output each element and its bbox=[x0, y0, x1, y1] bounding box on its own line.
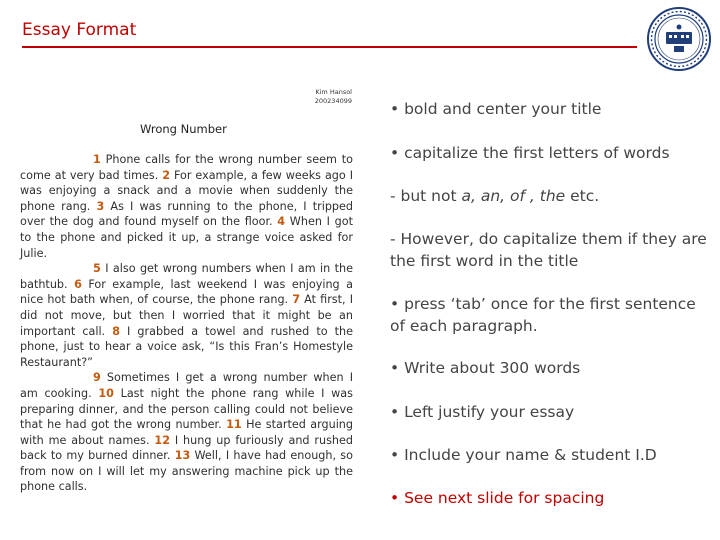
tip-tab-suffix: once for the first sentence of each paragraph. bbox=[390, 295, 696, 335]
sentence-text: I hung up furiously and rushed back to my burned dinner. bbox=[20, 433, 353, 463]
tip-tab-indent bbox=[390, 293, 715, 337]
sentence-number: 12 bbox=[154, 433, 170, 447]
sentence-text: As I was running to the phone, I tripped over the dog and found myself on the floor. bbox=[20, 199, 354, 229]
sentence-text: For example, a few weeks ago I was enjoying a snack and a movie when suddenly the phone rang. bbox=[20, 168, 354, 213]
sentence-number: 8 bbox=[112, 324, 120, 338]
sentence-number: 9 bbox=[93, 371, 101, 385]
sentence-text: At first, I did not move, but then I worried that it might be an important call. bbox=[20, 293, 353, 338]
sentence-number: 11 bbox=[226, 418, 242, 432]
essay-paragraph bbox=[20, 152, 353, 261]
university-seal-icon bbox=[646, 6, 712, 72]
sentence-number: 1 bbox=[93, 153, 101, 166]
tip-exceptions bbox=[390, 185, 715, 207]
title-divider bbox=[22, 46, 637, 48]
sentence-text: For example, last weekend I was enjoying a nice hot bath when, of course, the phone rang. bbox=[20, 277, 354, 307]
sentence-number: 6 bbox=[74, 277, 82, 291]
tip-word-count: • Write about 300 words bbox=[390, 359, 581, 377]
tip-tab-key: ‘tab’ bbox=[450, 295, 486, 313]
sentence-text: Phone calls for the wrong number seem to come at very bad times. bbox=[20, 153, 353, 182]
tip-bold-title: • bold and center your title bbox=[390, 100, 602, 118]
tip-tab-prefix: • press bbox=[390, 295, 451, 313]
sentence-number: 3 bbox=[96, 199, 105, 213]
tip-left-justify: • Left justify your essay bbox=[390, 403, 575, 421]
author-block bbox=[240, 88, 352, 106]
tip-capitalize: • capitalize the first letters of words bbox=[390, 144, 670, 162]
sentence-number: 10 bbox=[98, 386, 114, 400]
sentence-number: 13 bbox=[174, 449, 191, 463]
sentence-number: 7 bbox=[292, 293, 301, 307]
tip-name-id: • Include your name & student I.D bbox=[390, 446, 657, 464]
slide-title: Essay Format bbox=[22, 20, 137, 40]
sentence-text: Well, I have had enough, so from now on I will let my answering machine pick up the phone calls. bbox=[20, 449, 353, 494]
sentence-text: When I got to the phone and picked it up, a strange voice asked for Julie. bbox=[20, 215, 353, 260]
sentence-text: I grabbed a towel and rushed to the phone, just to hear a voice ask, “Is this Fran’s Homestyle Restaurant?” bbox=[20, 324, 353, 369]
tip-first-word: - However, do capitalize them if they are the first word in the title bbox=[390, 230, 707, 270]
sentence-text: Last night the phone rang while I was preparing dinner, and the person calling could not believe that he had got the wrong number. bbox=[20, 386, 353, 432]
essay-paragraph bbox=[20, 370, 353, 495]
essay-paragraph bbox=[20, 261, 353, 370]
essay-body bbox=[20, 152, 353, 495]
tip-exceptions-suffix: etc. bbox=[565, 187, 600, 205]
tip-exception-words: a, an, of , the bbox=[461, 187, 566, 205]
sentence-number: 5 bbox=[93, 262, 101, 276]
sentence-text: Sometimes I get a wrong number when I am cooking. bbox=[20, 371, 353, 400]
sentence-text: He started arguing with me about names. bbox=[20, 418, 353, 447]
author-name: Kim Hansol bbox=[315, 88, 352, 96]
sentence-number: 2 bbox=[162, 168, 171, 182]
sentence-text: I also get wrong numbers when I am in the bathtub. bbox=[20, 262, 353, 291]
sentence-number: 4 bbox=[277, 215, 286, 229]
tip-exceptions-prefix: - but not bbox=[390, 187, 462, 205]
tip-next-slide: • See next slide for spacing bbox=[390, 489, 605, 507]
essay-title: Wrong Number bbox=[140, 122, 227, 136]
student-id: 200234099 bbox=[314, 97, 352, 105]
